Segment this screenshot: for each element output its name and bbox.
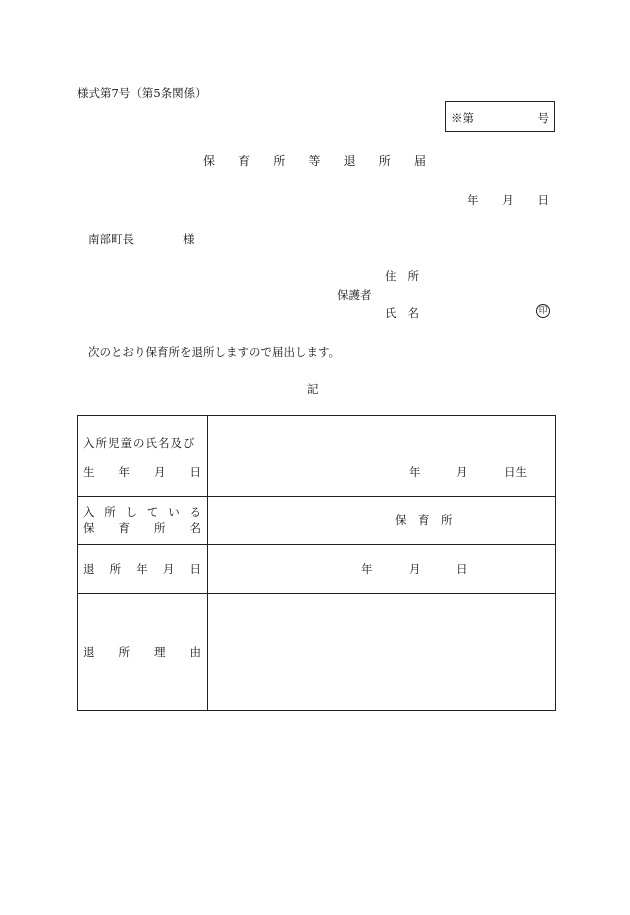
label-char: る (189, 505, 201, 519)
label-char: 月 (154, 465, 166, 479)
title-char: 所 (273, 154, 286, 168)
title-char: 所 (378, 154, 391, 168)
date-day: 日 (537, 193, 549, 207)
title-char: 届 (413, 154, 426, 168)
seal-icon: 印 (536, 304, 550, 318)
column-divider (207, 416, 208, 710)
label-char: 月 (162, 562, 175, 576)
enrolled-nursery-label-line1 (83, 504, 201, 520)
name-char: 氏 (385, 306, 397, 320)
label-char: 名 (189, 521, 201, 535)
address-char: 所 (407, 269, 419, 283)
label-char: 育 (118, 521, 130, 535)
label-char: 所 (118, 645, 130, 659)
document-title (203, 152, 426, 169)
withdrawal-reason-label (83, 644, 201, 660)
withdrawal-form-table (77, 415, 556, 711)
addressee-name: 南部町長 (88, 232, 134, 246)
withdrawal-month: 月 (409, 562, 421, 576)
label-char: 所 (104, 505, 116, 519)
birth-year: 年 (409, 465, 421, 479)
statement-text: 次のとおり保育所を退所しますので届出します。 (88, 345, 341, 359)
label-char: 日 (189, 465, 201, 479)
form-number: 様式第7号（第5条関係） (77, 86, 207, 100)
nursery-name-value: 保 育 所 (395, 513, 453, 527)
enrolled-nursery-label-line2 (83, 520, 201, 536)
address-char: 住 (385, 269, 397, 283)
label-char: 生 (83, 465, 95, 479)
receipt-number-prefix: ※第 (451, 111, 474, 125)
title-char: 保 (203, 154, 216, 168)
label-char: 所 (109, 562, 122, 576)
label-char: 年 (118, 465, 130, 479)
row-divider (78, 496, 555, 497)
title-char: 等 (308, 154, 321, 168)
label-char: 年 (136, 562, 148, 576)
date-month: 月 (502, 193, 514, 207)
label-char: い (168, 505, 180, 519)
label-char: 入 (83, 505, 95, 519)
withdrawal-day: 日 (456, 562, 468, 576)
withdrawal-year: 年 (361, 562, 373, 576)
receipt-number-suffix: 号 (537, 111, 549, 125)
record-heading: 記 (307, 382, 319, 396)
withdrawal-date-label (83, 561, 201, 577)
name-char: 名 (407, 306, 419, 320)
guardian-label: 保護者 (337, 288, 372, 302)
label-char: 日 (189, 562, 201, 576)
guardian-address-label (385, 268, 419, 284)
birth-month: 月 (456, 465, 468, 479)
label-char: 所 (154, 521, 166, 535)
label-char: 理 (154, 645, 166, 659)
label-char: て (146, 505, 159, 519)
receipt-number-box (445, 101, 555, 132)
label-char: 保 (83, 521, 95, 535)
label-char: 由 (189, 645, 201, 659)
guardian-name-label (385, 305, 419, 321)
date-year: 年 (467, 193, 479, 207)
child-name-birthdate-label-line1: 入所児童の氏名及び (83, 436, 196, 450)
row-divider (78, 593, 555, 594)
submission-date (467, 192, 549, 208)
row-divider (78, 544, 555, 545)
label-char: し (125, 505, 138, 519)
birth-day: 日生 (504, 465, 527, 479)
addressee-honorific: 様 (183, 232, 195, 246)
child-name-birthdate-label-line2 (83, 464, 201, 480)
title-char: 退 (343, 154, 356, 168)
label-char: 退 (83, 562, 95, 576)
title-char: 育 (238, 154, 251, 168)
label-char: 退 (83, 645, 95, 659)
